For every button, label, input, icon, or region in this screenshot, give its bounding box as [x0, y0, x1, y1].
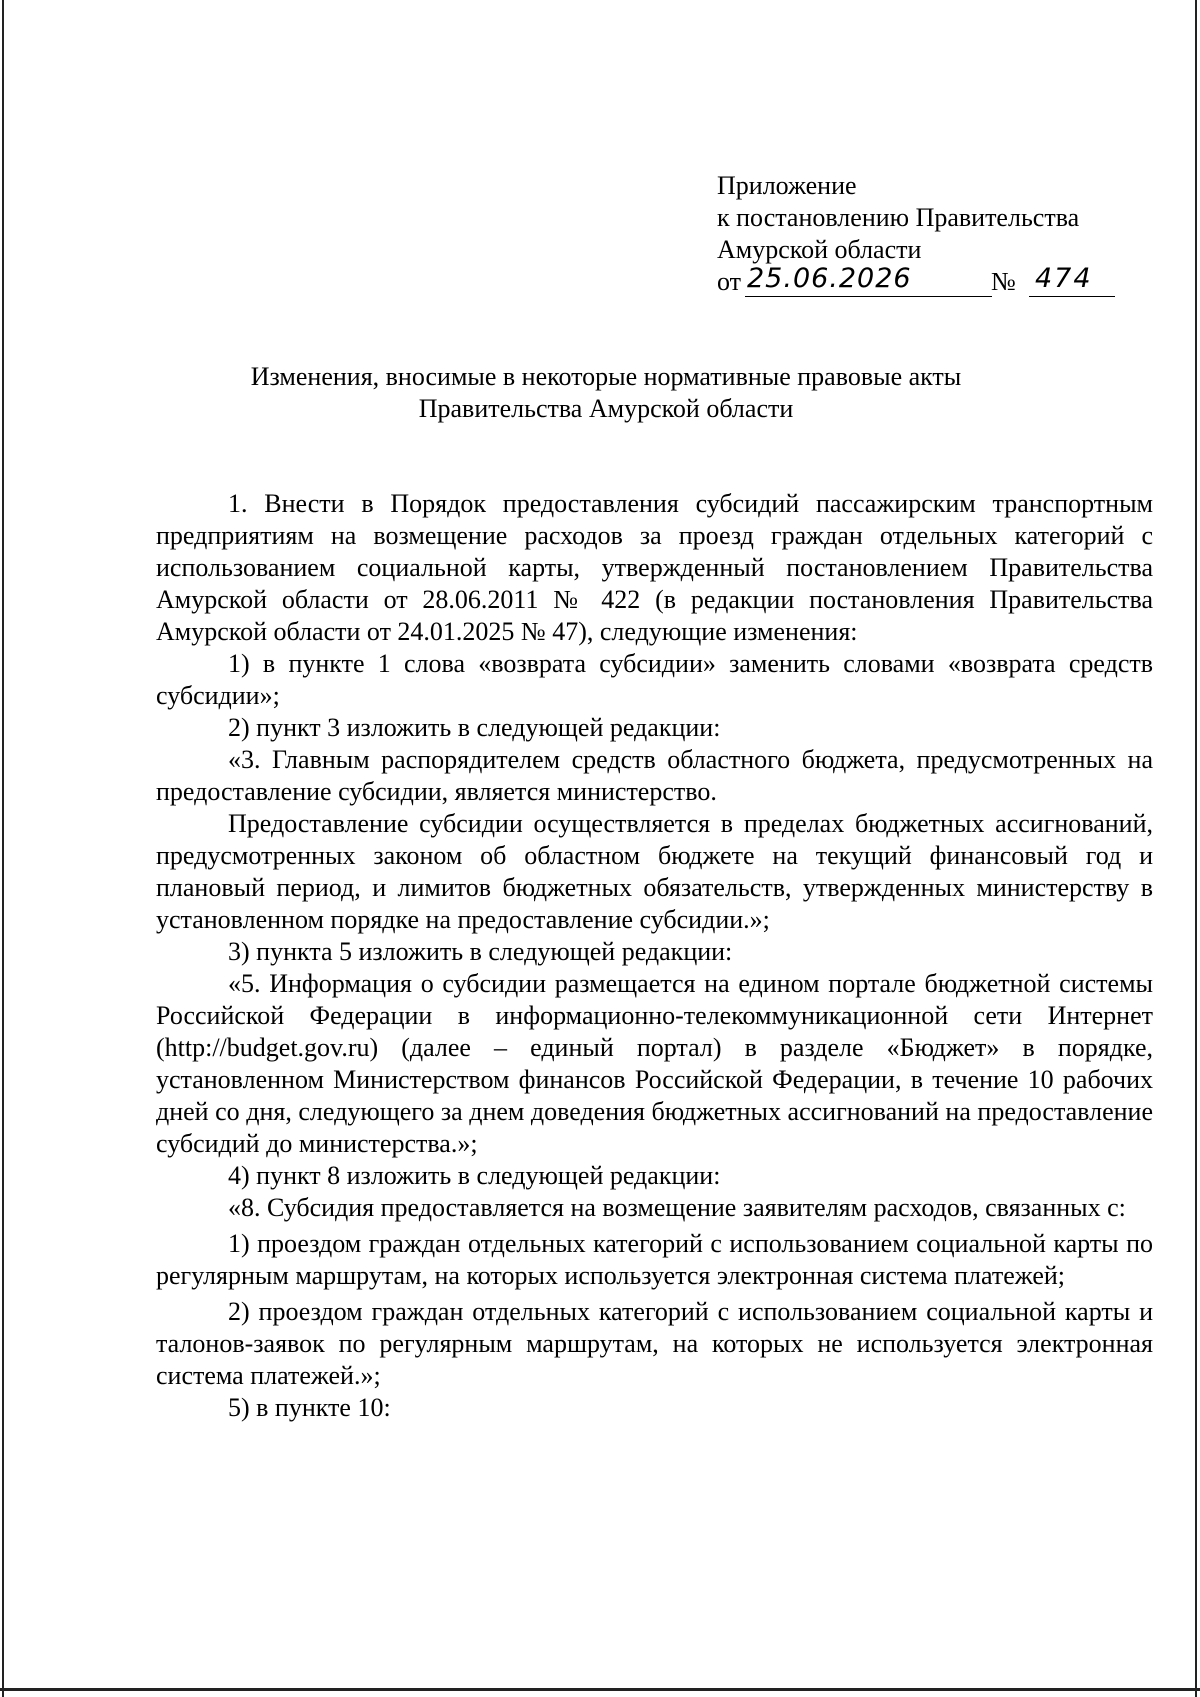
paragraph-4: «3. Главным распорядителем средств областного бюджета, предусмотренных на предоставление субсидии, является министерство.	[156, 745, 1153, 806]
handwritten-date: 25.06.2026	[745, 262, 992, 297]
document-title	[156, 361, 1056, 425]
scan-edge-left	[2, 0, 4, 1697]
approval-line-3: Амурской области	[717, 235, 922, 264]
paragraph-11: 2) проездом граждан отдельных категорий с использованием социальной карты и талонов-заявок по регулярным маршрутам, на которых не используется электронная система платежей.»;	[156, 1297, 1153, 1390]
paragraph-2: 1) в пункте 1 слова «возврата субсидии» заменить словами «возврата средств субсидии»;	[156, 649, 1153, 710]
handwritten-number: 474	[1029, 262, 1115, 297]
date-prefix: от	[717, 267, 742, 296]
paragraph-1: 1. Внести в Порядок предоставления субсидий пассажирским транспортным предприятиям на возмещение расходов за проезд граждан отдельных категорий с использованием социальной карты, утвержденный постановлением Правительства Амурской области от 28.06.2011 № 422 (в редакции постановления Правительства Амурской области от 24.01.2025 № 47), следующие изменения:	[156, 489, 1153, 646]
scan-edge-right	[1195, 0, 1197, 1697]
approval-line-2: к постановлению Правительства	[717, 203, 1080, 232]
paragraph-7: «5. Информация о субсидии размещается на едином портале бюджетной системы Российской Федерации в информационно-телекоммуникационной сети Интернет (http://budget.gov.ru) (далее – единый портал) в разделе «Бюджет» в порядке, установленном Министерством финансов Российской Федерации, в течение 10 рабочих дней со дня, следующего за днем доведения бюджетных ассигнований на предоставление субсидий до министерства.»;	[156, 969, 1153, 1158]
document-body	[156, 488, 1153, 1424]
paragraph-8: 4) пункт 8 изложить в следующей редакции:	[228, 1161, 721, 1190]
title-line-2: Правительства Амурской области	[418, 394, 794, 423]
paragraph-5: Предоставление субсидии осуществляется в пределах бюджетных ассигнований, предусмотренных законом об областном бюджете на текущий финансовый год и плановый период, и лимитов бюджетных обязательств, утвержденных министерству в установленном порядке на предоставление субсидии.»;	[156, 809, 1153, 934]
paragraph-6: 3) пункта 5 изложить в следующей редакции:	[228, 937, 733, 966]
approval-date-line	[717, 263, 1117, 300]
number-sign: №	[991, 267, 1016, 296]
paragraph-12: 5) в пункте 10:	[228, 1393, 391, 1422]
paragraph-9: «8. Субсидия предоставляется на возмещение заявителям расходов, связанных с:	[228, 1193, 1126, 1222]
scan-edge-bottom	[0, 1688, 1200, 1691]
approval-block	[717, 170, 1117, 300]
title-line-1: Изменения, вносимые в некоторые нормативные правовые акты	[250, 362, 962, 391]
paragraph-3: 2) пункт 3 изложить в следующей редакции:	[228, 713, 721, 742]
paragraph-10: 1) проездом граждан отдельных категорий с использованием социальной карты по регулярным маршрутам, на которых используется электронная система платежей;	[156, 1229, 1153, 1290]
approval-line-1: Приложение	[717, 171, 857, 200]
